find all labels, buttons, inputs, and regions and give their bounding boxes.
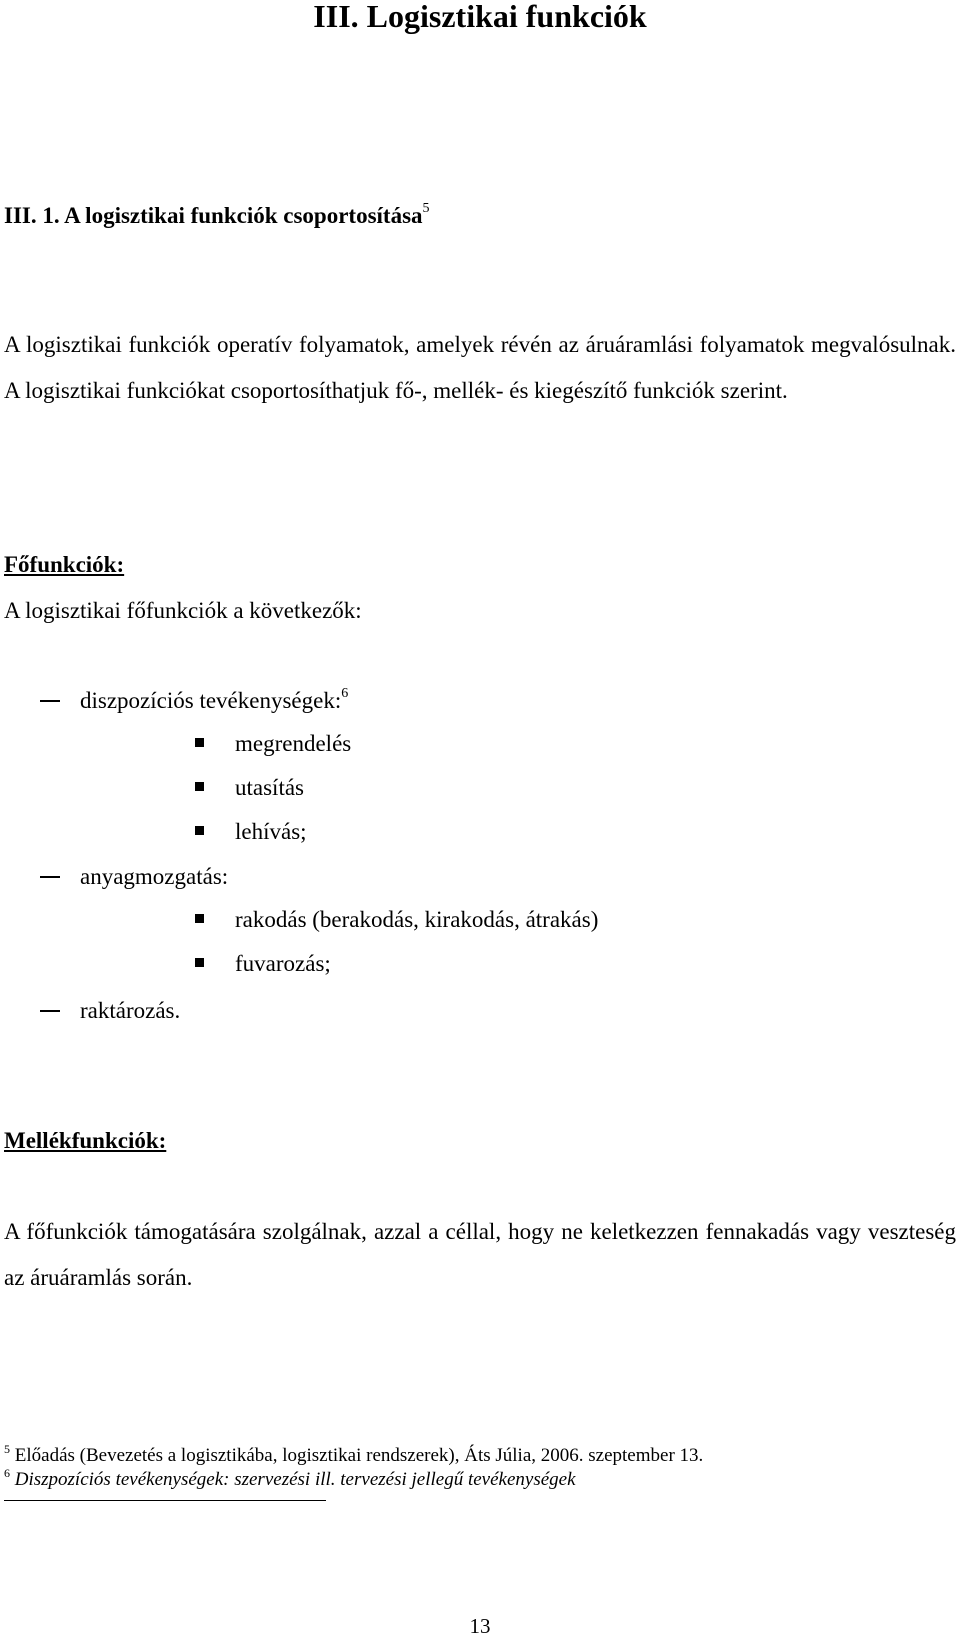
square-bullet	[195, 782, 204, 791]
footnote-ref-5: 5	[422, 201, 430, 217]
list-item: anyagmozgatás:	[80, 864, 229, 889]
section-heading	[4, 200, 430, 232]
footnote	[4, 1465, 576, 1492]
dash-bullet	[40, 876, 60, 878]
intro-paragraph: A logisztikai funkciók operatív folyamatok, amelyek révén az áruáramlási folyamatok megvalósulnak. A logisztikai funkciókat csoportosíthatjuk fő-, mellék- és kiegészítő funkciók szerint.	[4, 332, 956, 403]
sub-list-item: rakodás (berakodás, kirakodás, átrakás)	[235, 907, 599, 932]
footnote-ref-6: 6	[341, 686, 349, 702]
main-functions-intro: A logisztikai főfunkciók a következők:	[4, 598, 362, 623]
square-bullet	[195, 826, 204, 835]
square-bullet	[195, 958, 204, 967]
sub-list-item: utasítás	[235, 775, 304, 800]
square-bullet	[195, 914, 204, 923]
footnote-text: Előadás (Bevezetés a logisztikába, logisztikai rendszerek), Áts Júlia, 2006. szeptember 13.	[14, 1445, 704, 1466]
footnote-separator	[4, 1500, 326, 1501]
list-item	[80, 686, 348, 716]
sub-list-item: lehívás;	[235, 819, 307, 844]
footnote-number: 5	[4, 1441, 10, 1456]
page-title: III. Logisztikai funkciók	[313, 0, 647, 34]
secondary-functions-paragraph: A főfunkciók támogatására szolgálnak, azzal a céllal, hogy ne keletkezzen fennakadás vagy veszteség az áruáramlás során.	[4, 1219, 956, 1290]
list-item-label: diszpozíciós tevékenységek:	[80, 688, 342, 713]
sub-list-item: fuvarozás;	[235, 951, 331, 976]
secondary-functions-heading: Mellékfunkciók:	[4, 1128, 167, 1153]
sub-list-item: megrendelés	[235, 731, 352, 756]
dash-bullet	[40, 1010, 60, 1012]
dash-bullet	[40, 700, 60, 702]
list-item: raktározás.	[80, 998, 181, 1023]
main-functions-heading: Főfunkciók:	[4, 552, 125, 577]
footnote-text: Diszpozíciós tevékenységek: szervezési ill. tervezési jellegű tevékenységek	[14, 1469, 576, 1490]
page-number: 13	[469, 1614, 491, 1638]
section-heading-text: III. 1. A logisztikai funkciók csoportosítása	[4, 203, 423, 228]
footnote	[4, 1441, 704, 1468]
footnote-number: 6	[4, 1465, 10, 1480]
square-bullet	[195, 738, 204, 747]
